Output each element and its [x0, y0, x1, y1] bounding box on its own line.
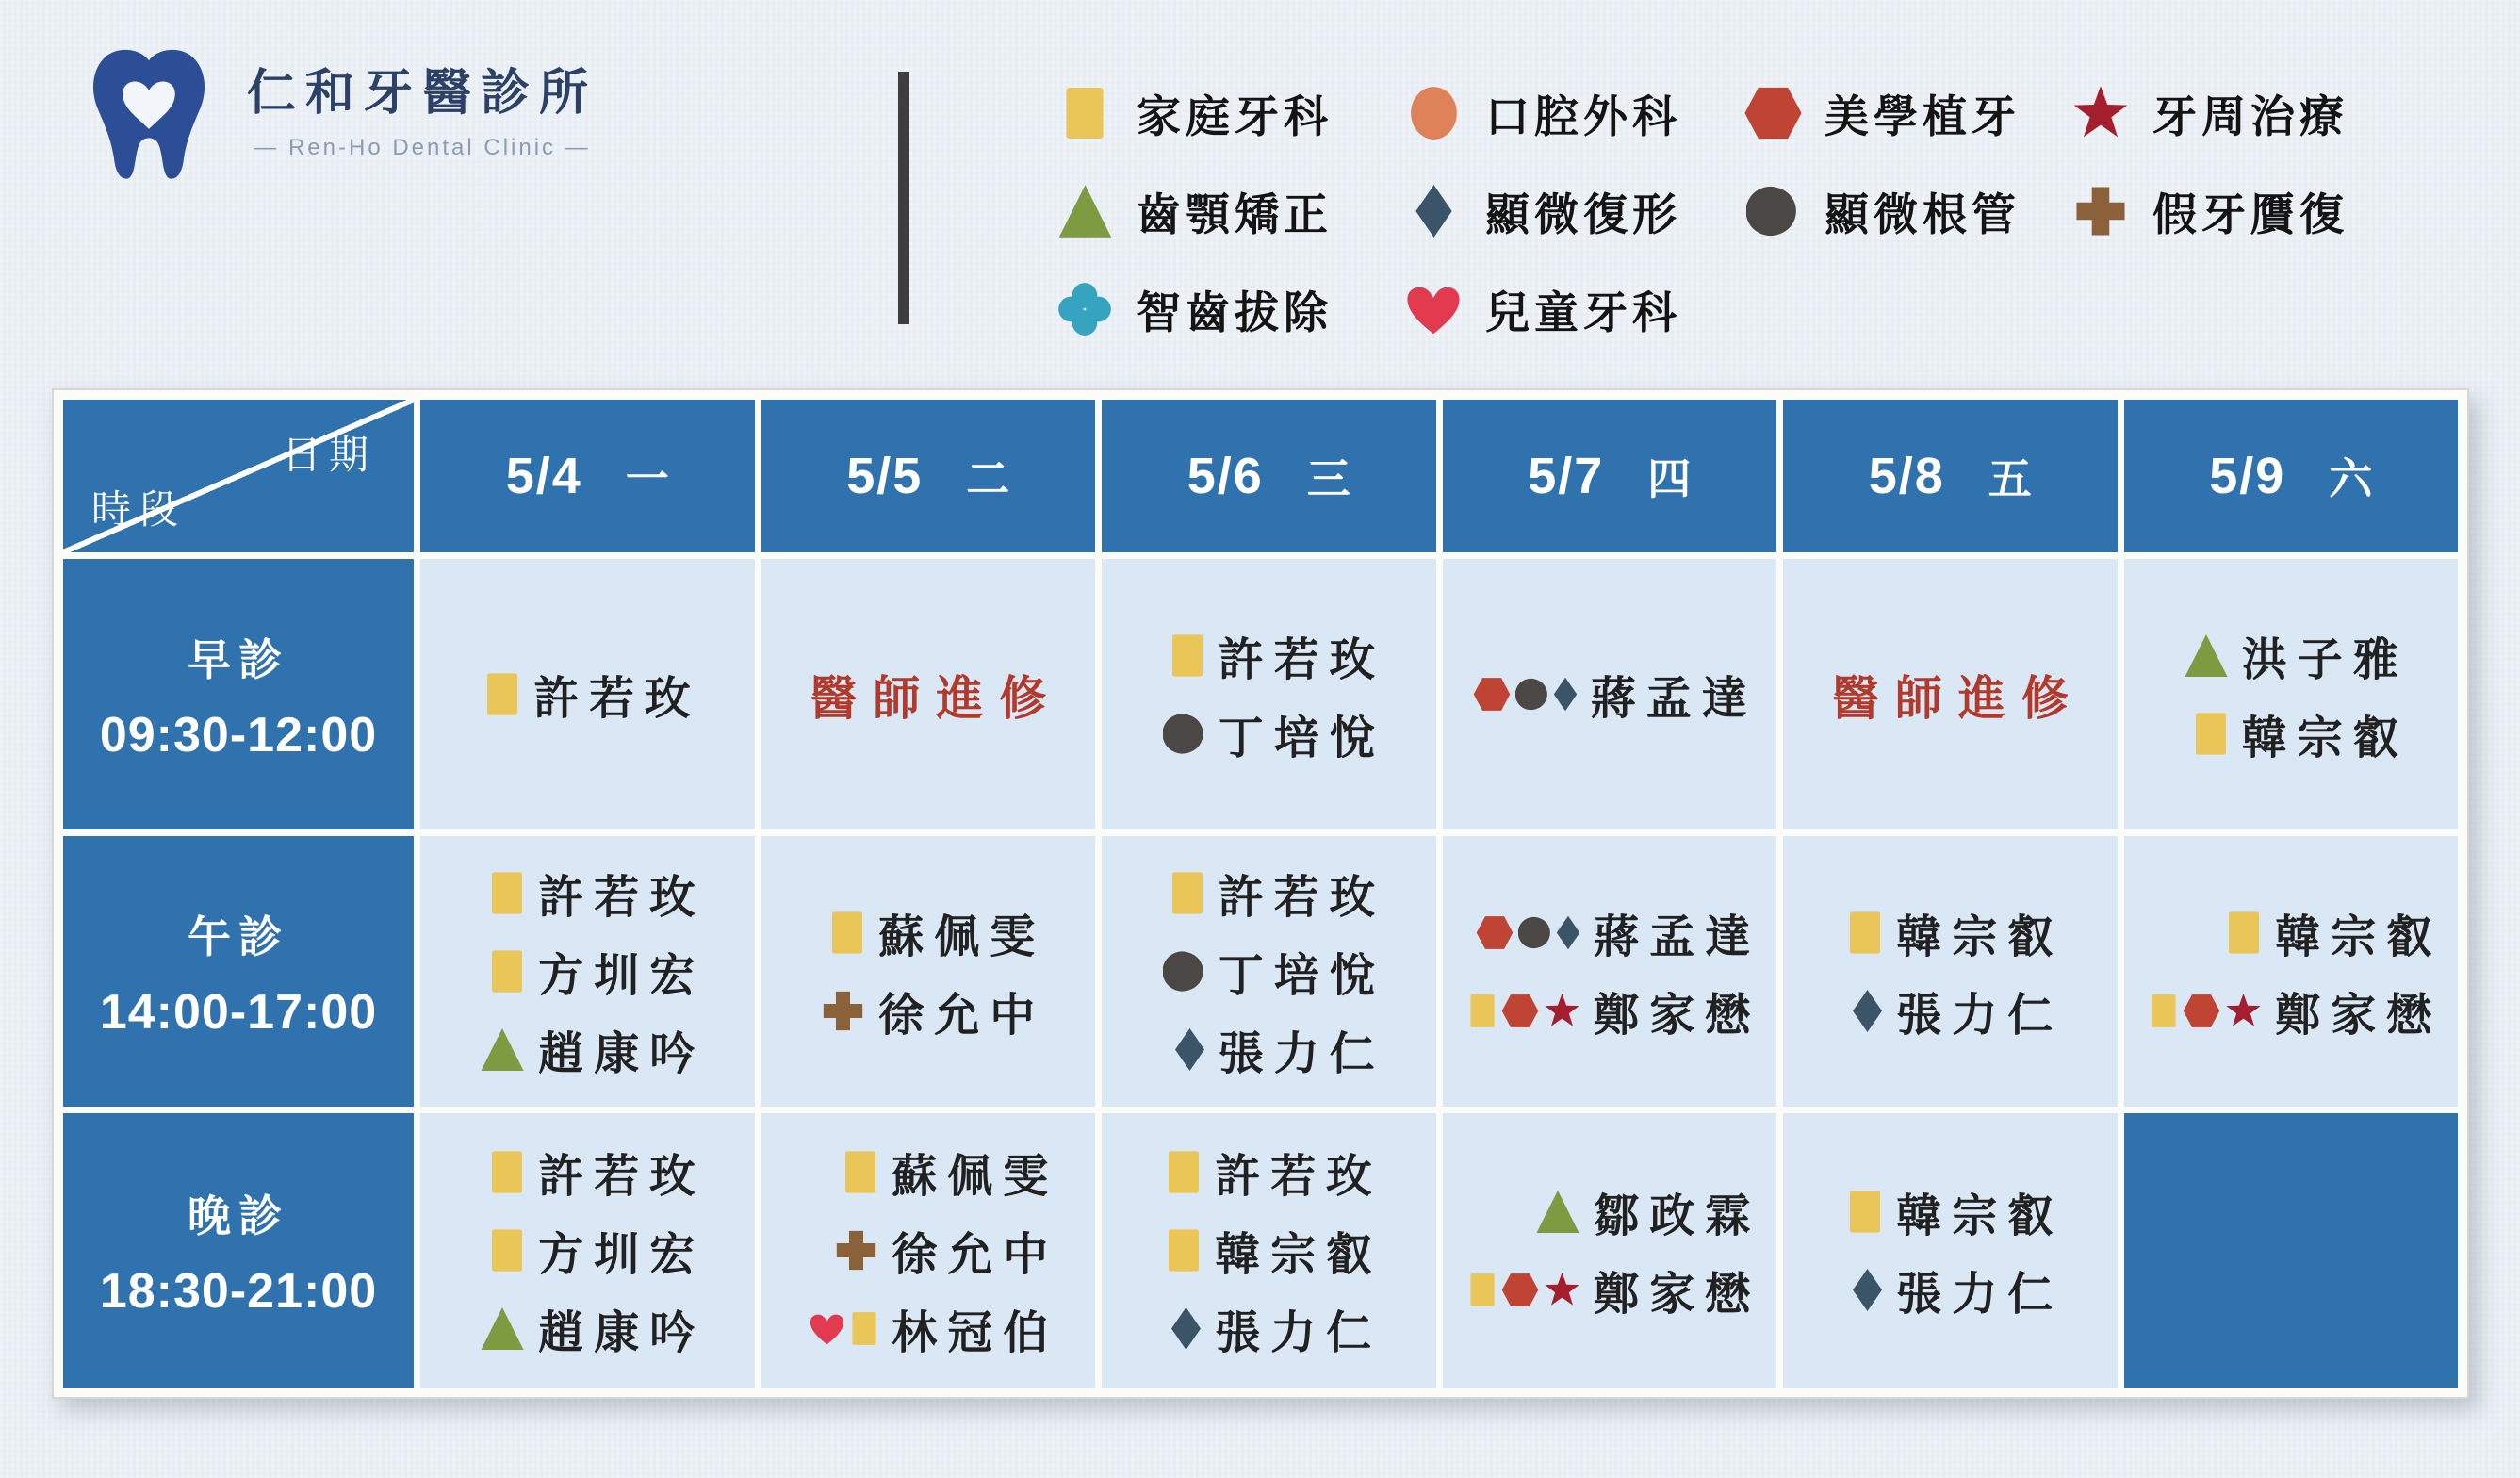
crescent-icon — [1163, 949, 1205, 994]
day-of-week: 六 — [2329, 454, 2373, 503]
doctor-service-icons — [1170, 1306, 1202, 1351]
schedule-cell — [420, 1113, 755, 1388]
clinic-name: 仁和牙醫診所 — [247, 66, 598, 122]
schedule-cell — [1783, 559, 2118, 829]
square-icon — [489, 1228, 525, 1273]
hexagon-icon — [1743, 86, 1804, 140]
doctor-name: 韓宗叡 — [1215, 1230, 1383, 1280]
legend-item — [2070, 64, 2397, 162]
doctor-name: 許若玫 — [1218, 634, 1385, 685]
schedule-cell — [1443, 836, 1777, 1107]
schedule-cell — [1102, 836, 1436, 1107]
day-header-cell — [761, 400, 1096, 552]
doctor-name: 蘇佩雯 — [878, 911, 1046, 962]
schedule-cell — [761, 1113, 1096, 1388]
star-icon — [2072, 86, 2129, 140]
corner-time-word: 時段 — [91, 487, 187, 532]
legend-label: 顯微根管 — [1825, 189, 2021, 239]
doctor-line — [1535, 1179, 1761, 1244]
doctor-name: 韓宗叡 — [1896, 911, 2064, 962]
square-icon — [1847, 1190, 1883, 1234]
diamond-icon — [1174, 1027, 1205, 1072]
legend-label: 兒童牙科 — [1485, 287, 1681, 337]
cross-icon — [2073, 184, 2128, 238]
doctor-service-icons — [489, 1150, 525, 1194]
doctor-service-icons — [1166, 1228, 1202, 1273]
doctor-line — [2193, 701, 2409, 766]
schedule-cell — [1443, 1113, 1777, 1388]
doctor-service-icons — [1468, 1273, 1580, 1307]
legend-label: 牙周治療 — [2152, 90, 2348, 141]
legend-divider — [898, 72, 909, 324]
doctor-line — [489, 861, 706, 926]
doctor-name: 林冠伯 — [892, 1308, 1059, 1358]
doctor-service-icons — [1475, 915, 1580, 950]
day-date: 5/7 — [1528, 448, 1605, 504]
doctor-service-icons — [1852, 1268, 1883, 1312]
note-text: 醫師進修 — [810, 671, 1063, 725]
doctor-line — [484, 662, 701, 727]
day-header-cell — [1783, 400, 2118, 552]
doctor-name: 許若玫 — [538, 1152, 706, 1202]
time-row-header — [63, 559, 414, 829]
diamond-icon — [1852, 989, 1883, 1033]
doctor-service-icons — [1847, 1190, 1883, 1234]
cross-icon — [834, 1228, 878, 1273]
doctor-name: 許若玫 — [538, 873, 706, 923]
doctor-name: 徐允中 — [878, 990, 1046, 1041]
doctor-list — [821, 900, 1046, 1043]
schedule-cell — [761, 836, 1096, 1107]
doctor-line — [1847, 900, 2064, 965]
star-icon — [1544, 994, 1580, 1028]
doctor-name: 韓宗叡 — [2275, 911, 2443, 962]
hexagon-icon — [1500, 1273, 1540, 1307]
day-header-cell — [1102, 400, 1436, 552]
legend-item — [1054, 162, 1402, 260]
schedule-cell — [1783, 1113, 2118, 1388]
doctor-line — [1472, 662, 1758, 727]
crescent-icon — [1515, 677, 1549, 712]
legend-label: 美學植牙 — [1825, 90, 2021, 141]
doctor-line — [480, 1296, 706, 1361]
day-header-cell — [1443, 400, 1777, 552]
legend-item — [1402, 260, 1742, 358]
doctor-service-icons — [1468, 994, 1580, 1028]
doctor-list — [1163, 861, 1385, 1082]
day-header-cell — [420, 400, 755, 552]
doctor-line — [1852, 978, 2064, 1043]
doctor-line — [829, 900, 1046, 965]
star-icon — [2070, 86, 2132, 140]
doctor-name: 蘇佩雯 — [892, 1152, 1059, 1202]
session-time-range: 18:30-21:00 — [99, 1263, 378, 1319]
doctor-name: 趙康吟 — [538, 1308, 706, 1358]
doctor-name: 丁培悅 — [1218, 951, 1385, 1001]
doctor-list — [480, 861, 706, 1082]
doctor-line — [489, 939, 706, 1004]
doctor-name: 洪子雅 — [2241, 634, 2409, 685]
doctor-service-icons — [821, 989, 865, 1033]
legend-item — [2070, 162, 2397, 260]
doctor-name: 方圳宏 — [538, 1230, 706, 1280]
doctor-service-icons — [2150, 994, 2262, 1028]
schedule-cell — [761, 559, 1096, 829]
square-icon — [489, 1150, 525, 1194]
doctor-line — [1847, 1179, 2064, 1244]
clover-icon — [1057, 282, 1112, 337]
circle-icon — [1402, 86, 1465, 140]
doctor-list — [1468, 1179, 1761, 1322]
schedule-cell — [1443, 559, 1777, 829]
diamond-icon — [1415, 184, 1453, 238]
triangle-icon — [480, 1306, 525, 1351]
doctor-list — [1163, 623, 1385, 766]
diamond-icon — [1170, 1306, 1202, 1351]
doctor-name: 許若玫 — [1218, 873, 1385, 923]
session-label: 午診 — [188, 911, 289, 961]
doctor-service-icons — [1535, 1190, 1580, 1234]
doctor-line — [1852, 1257, 2064, 1322]
circle-icon — [1410, 86, 1458, 140]
doctor-service-icons — [480, 1306, 525, 1351]
doctor-name: 丁培悅 — [1218, 713, 1385, 764]
doctor-name: 徐允中 — [892, 1230, 1059, 1280]
doctor-service-icons — [1852, 989, 1883, 1033]
square-icon — [1468, 994, 1497, 1028]
day-date: 5/8 — [1868, 448, 1945, 504]
doctor-service-icons — [1847, 911, 1883, 955]
doctor-service-icons — [1163, 712, 1205, 756]
doctor-name: 蔣孟達 — [1594, 911, 1761, 962]
doctor-line — [821, 978, 1046, 1043]
day-of-week: 四 — [1647, 454, 1692, 503]
hexagon-icon — [2182, 994, 2221, 1028]
doctor-line — [1475, 900, 1761, 965]
doctor-service-icons — [829, 911, 865, 955]
doctor-line — [1468, 978, 1761, 1043]
doctor-line — [1174, 1017, 1385, 1082]
hexagon-icon — [1472, 677, 1512, 712]
square-icon — [1166, 1150, 1202, 1194]
doctor-line — [2184, 623, 2409, 688]
day-date: 5/4 — [505, 448, 582, 504]
schedule-cell — [1102, 559, 1436, 829]
day-of-week: 一 — [625, 454, 669, 503]
doctor-service-icons — [484, 672, 520, 716]
legend-label: 智齒拔除 — [1137, 287, 1333, 337]
diamond-icon — [1402, 184, 1465, 238]
square-icon — [1063, 86, 1106, 140]
doctor-line — [1170, 861, 1385, 926]
cross-icon — [2070, 184, 2132, 238]
square-icon — [2226, 911, 2262, 955]
doctor-name: 張力仁 — [1896, 990, 2064, 1041]
doctor-list — [2150, 900, 2443, 1043]
triangle-icon — [1057, 184, 1113, 238]
doctor-line — [1163, 939, 1385, 1004]
square-icon — [1170, 871, 1205, 915]
doctor-line — [843, 1140, 1059, 1205]
session-label: 早診 — [188, 634, 289, 684]
doctor-list — [1847, 900, 2064, 1043]
hexagon-icon — [1475, 915, 1514, 950]
doctor-name: 鄭家懋 — [1594, 1269, 1761, 1320]
crescent-icon — [1746, 184, 1799, 238]
day-of-week: 五 — [1988, 454, 2032, 503]
square-icon — [2150, 994, 2178, 1028]
schedule-cell — [420, 559, 755, 829]
legend-item — [1054, 64, 1402, 162]
doctor-service-icons — [489, 949, 525, 994]
clinic-brand — [87, 43, 597, 185]
legend-item — [1054, 260, 1402, 358]
service-legend — [1054, 64, 2420, 358]
doctor-service-icons — [834, 1228, 878, 1273]
doctor-list — [1847, 1179, 2064, 1322]
doctor-list — [484, 662, 701, 727]
legend-label: 顯微復形 — [1485, 189, 1681, 239]
square-icon — [484, 672, 520, 716]
doctor-service-icons — [2226, 911, 2262, 955]
doctor-line — [1166, 1218, 1383, 1283]
square-icon — [1170, 633, 1205, 678]
doctor-name: 方圳宏 — [538, 951, 706, 1001]
doctor-name: 張力仁 — [1218, 1029, 1385, 1079]
session-time-range: 14:00-17:00 — [99, 984, 378, 1040]
session-label: 晚診 — [188, 1191, 289, 1240]
doctor-line — [1166, 1140, 1383, 1205]
diamond-icon — [1852, 1268, 1883, 1312]
schedule-cell — [1783, 836, 2118, 1107]
doctor-line — [808, 1296, 1059, 1361]
tooth-heart-logo-icon — [87, 43, 211, 185]
doctor-service-icons — [1170, 633, 1205, 678]
doctor-line — [2150, 978, 2443, 1043]
square-icon — [829, 911, 865, 955]
square-icon — [1468, 1273, 1497, 1307]
triangle-icon — [1054, 184, 1116, 238]
legend-item — [1402, 64, 1742, 162]
triangle-icon — [1535, 1190, 1580, 1234]
clinic-name-english: — Ren-Ho Dental Clinic — — [254, 134, 591, 160]
doctor-service-icons — [1163, 949, 1205, 994]
doctor-name: 趙康吟 — [538, 1029, 706, 1079]
square-icon — [2193, 712, 2229, 756]
doctor-name: 張力仁 — [1896, 1269, 2064, 1320]
square-icon — [1847, 911, 1883, 955]
legend-label: 家庭牙科 — [1137, 90, 1333, 141]
doctor-line — [489, 1218, 706, 1283]
closed-cell — [2124, 1113, 2459, 1388]
schedule-cell — [1102, 1113, 1436, 1388]
corner-cell — [63, 400, 414, 552]
triangle-icon — [2184, 633, 2229, 678]
doctor-line — [489, 1140, 706, 1205]
diamond-icon — [1553, 677, 1578, 712]
square-icon — [1054, 86, 1116, 140]
legend-label: 口腔外科 — [1485, 90, 1681, 141]
legend-label: 假牙贋復 — [2152, 189, 2348, 239]
clover-icon — [1054, 282, 1116, 337]
doctor-service-icons — [489, 871, 525, 915]
doctor-service-icons — [1174, 1027, 1205, 1072]
doctor-list — [808, 1140, 1059, 1361]
doctor-service-icons — [843, 1150, 878, 1194]
doctor-name: 蔣孟達 — [1590, 674, 1758, 724]
heart-icon — [808, 1311, 846, 1346]
legend-item — [1742, 162, 2070, 260]
doctor-line — [1163, 701, 1385, 766]
crescent-icon — [1742, 184, 1804, 238]
heart-icon — [1403, 282, 1464, 337]
doctor-name: 韓宗叡 — [2241, 713, 2409, 764]
doctor-name: 許若玫 — [533, 674, 701, 724]
day-date: 5/5 — [846, 448, 924, 504]
note-text: 醫師進修 — [1831, 671, 2085, 725]
hexagon-icon — [1742, 86, 1804, 140]
square-icon — [850, 1311, 878, 1346]
time-row-header — [63, 1113, 414, 1388]
doctor-service-icons — [489, 1228, 525, 1273]
square-icon — [489, 871, 525, 915]
cross-icon — [821, 989, 865, 1033]
crescent-icon — [1518, 915, 1552, 950]
square-icon — [1166, 1228, 1202, 1273]
hexagon-icon — [1500, 994, 1540, 1028]
doctor-service-icons — [1170, 871, 1205, 915]
legend-item — [1742, 64, 2070, 162]
corner-date-word: 日期 — [281, 433, 376, 477]
doctor-line — [834, 1218, 1059, 1283]
schedule-cell — [420, 836, 755, 1107]
schedule-grid — [63, 400, 2458, 1388]
doctor-name: 鄭家懋 — [2275, 990, 2443, 1041]
doctor-service-icons — [1472, 677, 1578, 712]
schedule-cell — [2124, 836, 2459, 1107]
day-date: 5/9 — [2209, 448, 2286, 504]
doctor-list — [480, 1140, 706, 1361]
doctor-service-icons — [2193, 712, 2229, 756]
doctor-line — [2226, 900, 2443, 965]
star-icon — [1544, 1273, 1580, 1307]
doctor-line — [480, 1017, 706, 1082]
doctor-name: 韓宗叡 — [1896, 1191, 2064, 1241]
doctor-service-icons — [2184, 633, 2229, 678]
doctor-list — [1472, 662, 1758, 727]
day-header-cell — [2124, 400, 2459, 552]
schedule-table — [52, 388, 2469, 1399]
doctor-name: 鄒政霖 — [1594, 1191, 1761, 1241]
schedule-cell — [2124, 559, 2459, 829]
legend-item — [1402, 162, 1742, 260]
crescent-icon — [1163, 712, 1205, 756]
diamond-icon — [1556, 915, 1580, 950]
doctor-list — [2184, 623, 2409, 766]
square-icon — [489, 949, 525, 994]
doctor-service-icons — [808, 1311, 878, 1346]
day-of-week: 二 — [966, 454, 1010, 503]
session-time-range: 09:30-12:00 — [99, 707, 378, 763]
time-row-header — [63, 836, 414, 1107]
doctor-line — [1170, 623, 1385, 688]
triangle-icon — [480, 1027, 525, 1072]
doctor-name: 許若玫 — [1215, 1152, 1383, 1202]
doctor-line — [1468, 1257, 1761, 1322]
doctor-service-icons — [480, 1027, 525, 1072]
doctor-service-icons — [1166, 1150, 1202, 1194]
doctor-name: 鄭家懋 — [1594, 990, 1761, 1041]
square-icon — [843, 1150, 878, 1194]
star-icon — [2225, 994, 2262, 1028]
legend-label: 齒顎矯正 — [1137, 189, 1333, 239]
day-date: 5/6 — [1186, 448, 1264, 504]
doctor-name: 張力仁 — [1215, 1308, 1383, 1358]
doctor-line — [1170, 1296, 1383, 1361]
heart-icon — [1402, 282, 1465, 337]
doctor-list — [1166, 1140, 1383, 1361]
clinic-name-block — [247, 67, 597, 160]
doctor-list — [1468, 900, 1761, 1043]
day-of-week: 三 — [1306, 454, 1350, 503]
